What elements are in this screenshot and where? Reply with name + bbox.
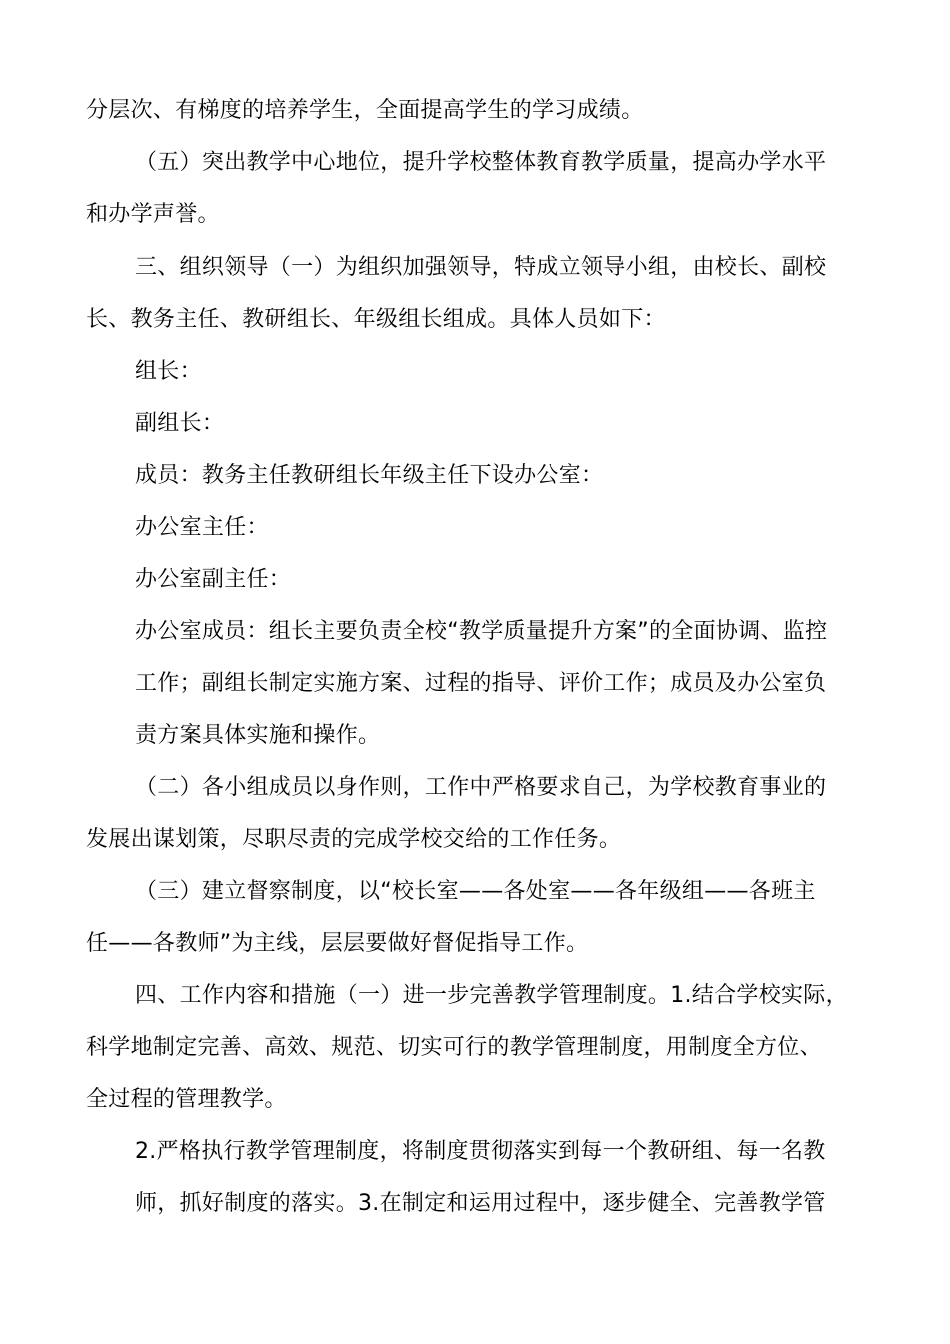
text-line: （三）建立督察制度，以“校长室——各处室——各年级组——各班主 <box>135 879 816 904</box>
text-line: 和办学声誉。 <box>86 202 220 227</box>
text-line: 全过程的管理教学。 <box>86 1087 287 1112</box>
text-line: 2.严格执行教学管理制度，将制度贯彻落实到每一个教研组、每一名教 <box>135 1139 826 1164</box>
text-line: （五）突出教学中心地位，提升学校整体教育教学质量，提高办学水平 <box>135 150 827 175</box>
text-line: 发展出谋划策，尽职尽责的完成学校交给的工作任务。 <box>86 827 622 852</box>
text-line: 办公室副主任： <box>135 567 292 592</box>
text-line: 四、工作内容和措施（一）进一步完善教学管理制度。1.结合学校实际， <box>135 983 848 1008</box>
text-line: 师，抓好制度的落实。3.在制定和运用过程中，逐步健全、完善教学管 <box>135 1191 826 1216</box>
text-line: 组长： <box>135 359 202 384</box>
text-line: 长、教务主任、教研组长、年级组长组成。具体人员如下： <box>86 307 666 332</box>
text-line: 责方案具体实施和操作。 <box>135 723 381 748</box>
text-line: 副组长： <box>135 411 225 436</box>
text-line: 工作；副组长制定实施方案、过程的指导、评价工作；成员及办公室负 <box>135 671 827 696</box>
text-line: 分层次、有梯度的培养学生，全面提高学生的学习成绩。 <box>86 98 644 123</box>
text-line: 办公室主任： <box>135 515 269 540</box>
text-line: 办公室成员：组长主要负责全校“教学质量提升方案”的全面协调、监控 <box>135 619 828 644</box>
text-line: 成员：教务主任教研组长年级主任下设办公室： <box>135 463 604 488</box>
text-line: 任——各教师”为主线，层层要做好督促指导工作。 <box>86 931 589 956</box>
text-line: 科学地制定完善、高效、规范、切实可行的教学管理制度，用制度全方位、 <box>86 1035 822 1060</box>
text-line: （二）各小组成员以身作则，工作中严格要求自己，为学校教育事业的 <box>135 775 827 800</box>
text-line: 三、组织领导（一）为组织加强领导，特成立领导小组，由校长、副校 <box>135 255 827 280</box>
